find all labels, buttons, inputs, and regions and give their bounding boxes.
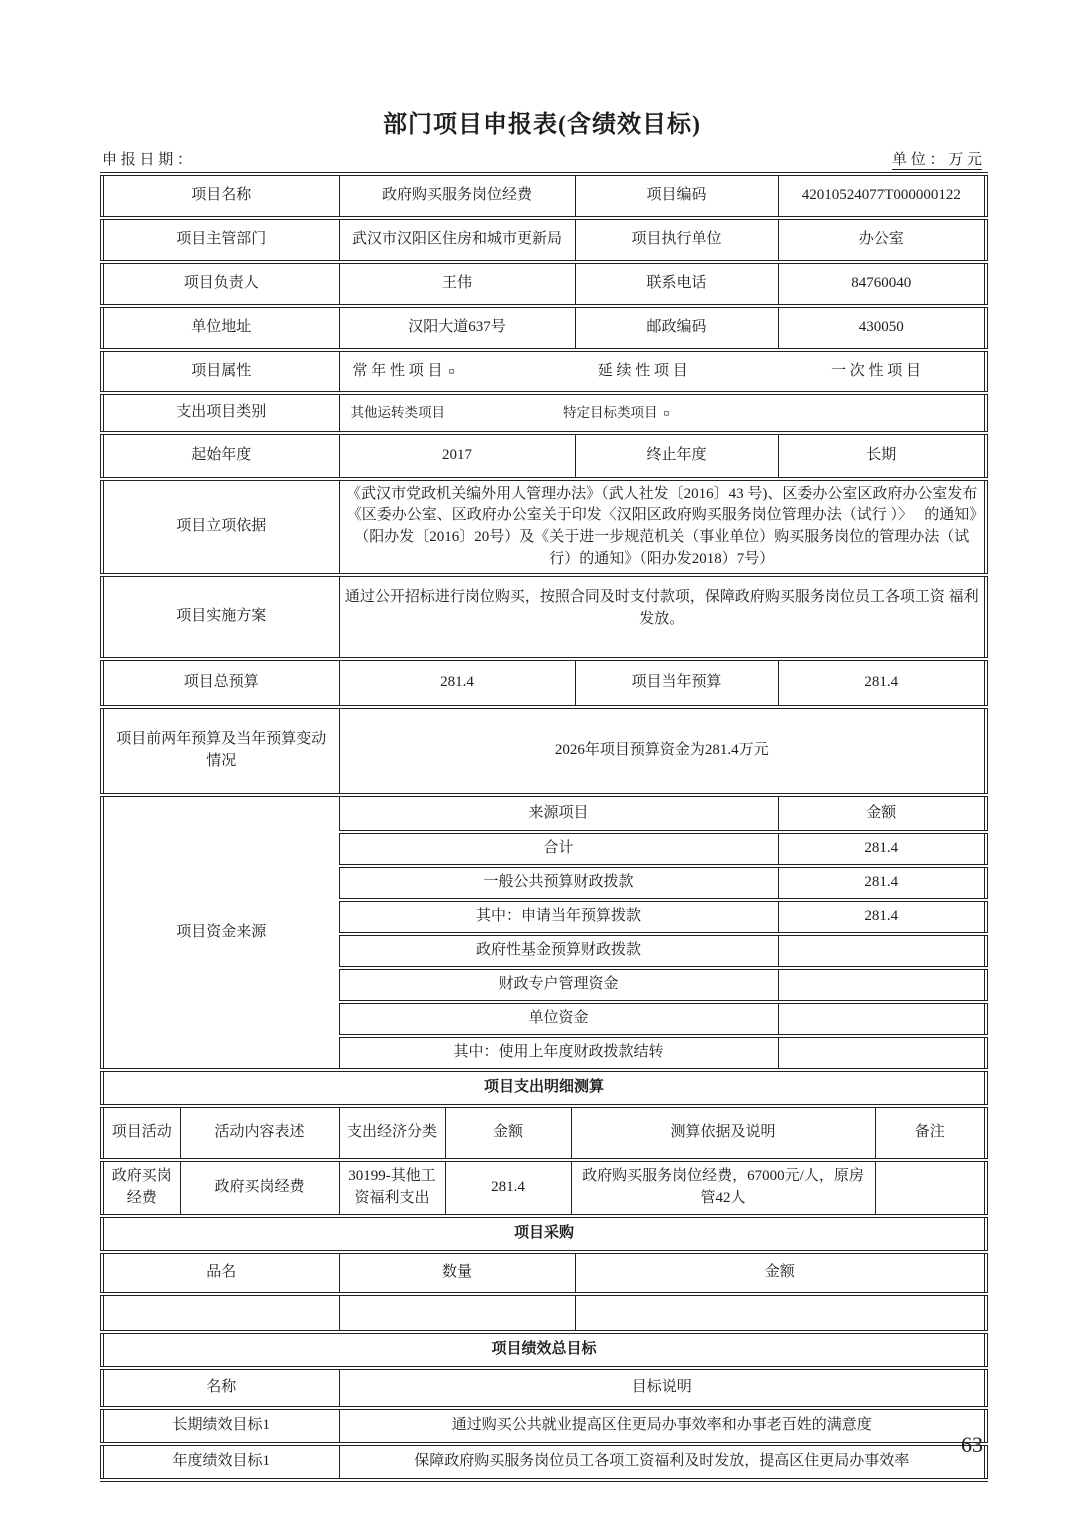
total-budget-label: 项目总预算 (102, 659, 339, 707)
funding-amount: 281.4 (778, 900, 986, 934)
row-address (102, 306, 986, 350)
current-budget-value: 281.4 (778, 659, 986, 707)
detail-note (875, 1160, 986, 1216)
row-project-name (102, 174, 986, 218)
detail-header-row (102, 1106, 986, 1160)
row-implementation (102, 575, 986, 659)
total-budget-value: 281.4 (339, 659, 575, 707)
project-name-value: 政府购买服务岗位经费 (339, 174, 575, 218)
option-onetime: 一 次 性 项 目 (831, 362, 922, 379)
funding-source: 其中：申请当年预算拨款 (339, 900, 778, 934)
funding-header-source: 来源项目 (339, 795, 778, 832)
procurement-header-amount: 金额 (575, 1252, 986, 1294)
option-continuing: 延 续 性 项 目 (597, 362, 688, 379)
funding-amount: 281.4 (778, 832, 986, 866)
detail-section-row (102, 1070, 986, 1106)
detail-amount: 281.4 (445, 1160, 571, 1216)
end-year-value: 长期 (778, 433, 986, 479)
detail-header-content: 活动内容表述 (180, 1106, 339, 1160)
procurement-header-quantity: 数量 (339, 1252, 575, 1294)
detail-header-activity: 项目活动 (102, 1106, 180, 1160)
funding-header-amount: 金额 (778, 795, 986, 832)
row-leader (102, 262, 986, 306)
procurement-empty-row (102, 1294, 986, 1332)
performance-goal-desc: 保障政府购买服务岗位员工各项工资福利及时发放，提高区住更局办事效率 (339, 1444, 986, 1480)
row-supervisor-dept (102, 218, 986, 262)
funding-label: 项目资金来源 (102, 795, 339, 1070)
implementation-label: 项目实施方案 (102, 575, 339, 659)
procurement-amount (575, 1294, 986, 1332)
detail-header-basis: 测算依据及说明 (571, 1106, 875, 1160)
project-name-label: 项目名称 (102, 174, 339, 218)
performance-row (102, 1444, 986, 1480)
supervisor-dept-label: 项目主管部门 (102, 218, 339, 262)
option-perennial: 常 年 性 项 目 ¤ (352, 362, 455, 379)
supervisor-dept-value: 武汉市汉阳区住房和城市更新局 (339, 218, 575, 262)
phone-label: 联系电话 (575, 262, 778, 306)
procurement-section-row (102, 1216, 986, 1252)
attribute-label: 项目属性 (102, 350, 339, 393)
expense-type-label: 支出项目类别 (102, 393, 339, 433)
funding-source: 其中：使用上年度财政拨款结转 (339, 1036, 778, 1070)
row-basis (102, 479, 986, 575)
leader-label: 项目负责人 (102, 262, 339, 306)
prev-budget-text: 2026年项目预算资金为281.4万元 (339, 707, 986, 795)
detail-data-row (102, 1160, 986, 1216)
expense-type-options (339, 393, 986, 433)
attribute-options (339, 350, 986, 393)
current-budget-label: 项目当年预算 (575, 659, 778, 707)
row-years (102, 433, 986, 479)
performance-desc-header: 目标说明 (339, 1368, 986, 1408)
performance-goal-name: 年度绩效目标1 (102, 1444, 339, 1480)
performance-header-row (102, 1368, 986, 1408)
performance-name-header: 名称 (102, 1368, 339, 1408)
row-project-attribute (102, 350, 986, 393)
procurement-header-row (102, 1252, 986, 1294)
performance-goal-desc: 通过购买公共就业提高区住更局办事效率和办事老百姓的满意度 (339, 1408, 986, 1444)
detail-basis: 政府购买服务岗位经费，67000元/人，原房管42人 (571, 1160, 875, 1216)
meta-row (100, 148, 984, 169)
leader-value: 王伟 (339, 262, 575, 306)
detail-section-title: 项目支出明细测算 (102, 1070, 986, 1106)
funding-amount (778, 1036, 986, 1070)
procurement-item (102, 1294, 339, 1332)
declare-date-label: 申 报 日 期 ： (102, 152, 193, 168)
basis-label: 项目立项依据 (102, 479, 339, 575)
row-prev-budget (102, 707, 986, 795)
page-number: 63 (961, 1432, 983, 1457)
performance-section-title: 项目绩效总目标 (102, 1332, 986, 1368)
expense-type-option-other: 其他运转类项目 (350, 405, 446, 421)
detail-category: 30199-其他工资福利支出 (339, 1160, 445, 1216)
unit-label: 单 位 ： 万 元 (891, 152, 982, 168)
funding-source: 政府性基金预算财政拨款 (339, 934, 778, 968)
procurement-quantity (339, 1294, 575, 1332)
procurement-section-title: 项目采购 (102, 1216, 986, 1252)
postcode-value: 430050 (778, 306, 986, 350)
phone-value: 84760040 (778, 262, 986, 306)
basis-text: 《武汉市党政机关编外用人管理办法》（武人社发〔2016〕43 号)、区委办公室区政府办公室发布《区委办公室、区政府办公室关于印发〈汉阳区政府购买服务岗位管理办法（试行 ）〉 的通知》（阳办发〔2016〕20号）及《关于进一步规范机关（事业单位）购买服务岗位的管理办法（试行）的通知》（阳办发2018）7号） (339, 479, 986, 575)
funding-source: 一般公共预算财政拨款 (339, 866, 778, 900)
performance-row (102, 1408, 986, 1444)
start-year-value: 2017 (339, 433, 575, 479)
funding-header-row (102, 795, 986, 832)
detail-header-category: 支出经济分类 (339, 1106, 445, 1160)
expense-type-option-specific: 特定目标类项目 ¤ (563, 405, 670, 421)
performance-goal-name: 长期绩效目标1 (102, 1408, 339, 1444)
detail-activity: 政府买岗经费 (102, 1160, 180, 1216)
funding-source: 合计 (339, 832, 778, 866)
end-year-label: 终止年度 (575, 433, 778, 479)
selected-marker-icon: ¤ (663, 406, 670, 421)
funding-source: 财政专户管理资金 (339, 968, 778, 1002)
implementation-text: 通过公开招标进行岗位购买，按照合同及时支付款项，保障政府购买服务岗位员工各项工资 福利发放。 (339, 575, 986, 659)
detail-header-amount: 金额 (445, 1106, 571, 1160)
address-value: 汉阳大道637号 (339, 306, 575, 350)
funding-source: 单位资金 (339, 1002, 778, 1036)
document-title: 部门项目申报表(含绩效目标) (383, 112, 701, 138)
procurement-header-item: 品名 (102, 1252, 339, 1294)
selected-marker-icon: ¤ (448, 363, 455, 378)
funding-amount (778, 968, 986, 1002)
prev-budget-label: 项目前两年预算及当年预算变动情况 (102, 707, 339, 795)
detail-header-note: 备注 (875, 1106, 986, 1160)
row-expense-type (102, 393, 986, 433)
form-content (100, 104, 984, 1482)
start-year-label: 起始年度 (102, 433, 339, 479)
detail-content: 政府买岗经费 (180, 1160, 339, 1216)
funding-amount (778, 934, 986, 968)
executor-unit-label: 项目执行单位 (575, 218, 778, 262)
funding-amount: 281.4 (778, 866, 986, 900)
funding-amount (778, 1002, 986, 1036)
performance-section-row (102, 1332, 986, 1368)
postcode-label: 邮政编码 (575, 306, 778, 350)
row-budget (102, 659, 986, 707)
project-code-value: 42010524077T000000122 (778, 174, 986, 218)
address-label: 单位地址 (102, 306, 339, 350)
project-declaration-table (100, 172, 988, 1482)
executor-unit-value: 办公室 (778, 218, 986, 262)
project-code-label: 项目编码 (575, 174, 778, 218)
